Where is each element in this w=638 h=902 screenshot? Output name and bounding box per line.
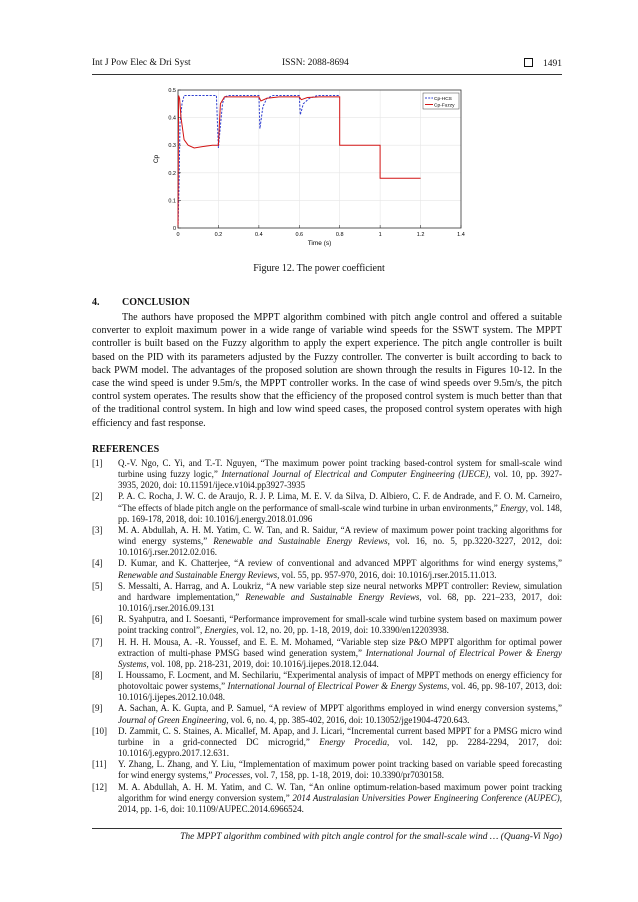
y-axis-label: Cp xyxy=(153,154,160,164)
reference-number: [2] xyxy=(92,491,103,502)
reference-text: D. Kumar, and K. Chatterjee, “A review of conventional and advanced MPPT algorithms for wind energy systems,” xyxy=(118,558,562,569)
section-heading xyxy=(92,297,190,308)
reference-details: , vol. 148, pp. 169-178, 2018, doi: 10.1016/j.energy.2018.01.096 xyxy=(118,502,562,524)
footer-rule xyxy=(92,828,562,829)
reference-text: S. Messalti, A. Harrag, and A. Loukriz, “A new variable step size neural networks MPPT controller: Review, simulation and hardware implementation,” xyxy=(118,580,562,602)
reference-details: , vol. 108, pp. 218-231, 2019, doi: 10.1016/j.ijepes.2018.12.044. xyxy=(146,658,379,669)
reference-venue: International Journal of Electrical Power & Energy Systems xyxy=(227,681,448,692)
reference-item xyxy=(92,525,562,558)
reference-details: , vol. 46, pp. 98-107, 2013, doi: 10.1016/j.ijepes.2012.10.048. xyxy=(118,681,562,703)
reference-number: [6] xyxy=(92,614,103,625)
reference-venue: 2014 Australasian Universities Power Engineering Conference (AUPEC) xyxy=(292,792,560,803)
reference-details: , vol. 68, pp. 221–233, 2017, doi: 10.1016/j.rser.2016.09.131 xyxy=(118,591,562,614)
reference-number: [9] xyxy=(92,703,103,714)
reference-venue: Renewable and Sustainable Energy Reviews xyxy=(118,569,278,580)
reference-text: M. A. Abdullah, A. H. M. Yatim, and C. W. Tan, “An online optimum-relation-based maximum power point tracking algorithm for wind energy conversion system,” xyxy=(118,781,562,803)
header-rule xyxy=(92,74,562,75)
x-axis-label: Time (s) xyxy=(307,240,332,247)
reference-number: [8] xyxy=(92,669,103,680)
reference-details: , vol. 55, pp. 957-970, 2016, doi: 10.1016/j.rser.2015.11.013. xyxy=(277,569,497,580)
x-tick-label: 1.4 xyxy=(457,232,465,238)
reference-item xyxy=(92,703,562,725)
reference-details: , 2014, pp. 1-6, doi: 10.1109/AUPEC.2014.6966524. xyxy=(118,792,563,814)
reference-details: , vol. 6, no. 4, pp. 385-402, 2016, doi: 10.13052/jge1904-4720.643. xyxy=(226,714,470,725)
reference-list xyxy=(92,458,562,815)
x-tick-label: 0.4 xyxy=(255,232,263,238)
x-tick-label: 0.6 xyxy=(295,232,304,238)
power-coefficient-chart xyxy=(150,84,470,250)
section-number: 4. xyxy=(92,297,100,308)
conclusion-paragraph: The authors have proposed the MPPT algorithm combined with pitch angle control and offered a suitable converter to exploit maximum power in a wide range of variable wind speeds for the SSWT system. The MPPT controller is built based on the Fuzzy algorithm to apply the expert experience. The pitch angle controller is built based on the PID with its parameters adjusted by the Fuzzy controller. The converter is built according to back to back PWM model. The advantages of the proposed solution are shown through the results in Figures 10-12. In the case the wind speed is under 9.5m/s, the MPPT controller works. In the case of wind speeds over 9.5m/s, the pitch control system operates. The results show that the efficiency of the proposed control system is much better than that of the traditional control system. In high and low wind speed cases, the proposed control system operates with high efficiency and fast response. xyxy=(92,312,562,429)
reference-details: , vol. 12, no. 20, pp. 1-18, 2019, doi: 10.3390/en12203938. xyxy=(236,625,449,636)
reference-details: , vol. 16, no. 5, pp.3220-3227, 2012, doi: 10.1016/j.rser.2012.02.016. xyxy=(118,536,562,558)
reference-number: [3] xyxy=(92,524,103,535)
reference-number: [7] xyxy=(92,636,103,647)
journal-name: Int J Pow Elec & Dri Syst xyxy=(92,58,191,68)
reference-venue: Energy Procedia xyxy=(319,736,387,747)
issn: ISSN: 2088-8694 xyxy=(282,58,349,68)
reference-text: Q.-V. Ngo, C. Yi, and T.-T. Nguyen, “The maximum power point tracking based-control system for small-scale wind turbine using fuzzy logic,” xyxy=(118,458,562,480)
page-number: 1491 xyxy=(543,59,562,69)
reference-number: [11] xyxy=(92,759,107,770)
y-tick-label: 0.2 xyxy=(168,170,176,177)
reference-item xyxy=(92,458,562,491)
figure-caption: Figure 12. The power coefficient xyxy=(253,263,385,274)
legend-label: Cp-HCS xyxy=(434,96,452,102)
x-tick-label: 0.8 xyxy=(335,232,344,238)
reference-venue: International Journal of Electrical and Computer Engineering (IJECE) xyxy=(221,469,489,480)
y-tick-label: 0.3 xyxy=(168,143,176,150)
reference-item xyxy=(92,670,562,703)
legend-label: Cp-Fuzzy xyxy=(434,103,455,109)
reference-item xyxy=(92,637,562,670)
reference-number: [5] xyxy=(92,580,103,591)
y-tick-label: 0.4 xyxy=(168,115,176,122)
reference-text: Y. Zhang, L. Zhang, and Y. Liu, “Implementation of maximum power point tracking based on variable speed forecasting for wind energy systems,” xyxy=(118,759,562,781)
reference-item xyxy=(92,558,562,580)
reference-venue: Journal of Green Engineering xyxy=(118,714,227,725)
reference-text: P. A. C. Rocha, J. W. C. de Araujo, R. J. P. Lima, M. E. V. da Silva, D. Albiero, C. F. de Andrade, and F. O. M. Carneiro, “The effects of blade pitch angle on the performance of small-scale wind turbine in urban environments,” xyxy=(118,491,562,513)
reference-venue: Renewable and Sustainable Energy Reviews xyxy=(245,591,420,602)
page-number-group xyxy=(524,58,562,69)
reference-item xyxy=(92,614,562,636)
page-header xyxy=(92,58,562,72)
page-footer: The MPPT algorithm combined with pitch angle control for the small-scale wind … (Quang-Vi Ngo) xyxy=(180,832,562,842)
reference-number: [10] xyxy=(92,725,107,736)
reference-item xyxy=(92,759,562,781)
references-heading: REFERENCES xyxy=(92,444,160,455)
checkbox-icon xyxy=(524,58,533,67)
reference-venue: Energy xyxy=(500,502,526,513)
reference-venue: Energies xyxy=(204,625,237,636)
reference-text: A. Sachan, A. K. Gupta, and P. Samuel, “A review of MPPT algorithms employed in wind energy conversion systems,” xyxy=(118,703,562,714)
reference-item xyxy=(92,726,562,759)
x-tick-label: 0 xyxy=(176,232,180,238)
reference-text: M. A. Abdullah, A. H. M. Yatim, C. W. Tan, and R. Saidur, “A review of maximum power point tracking algorithms for wind energy systems,” xyxy=(118,524,562,547)
chart-legend xyxy=(423,93,459,109)
y-tick-label: 0.5 xyxy=(168,88,176,94)
reference-number: [12] xyxy=(92,781,107,792)
reference-item xyxy=(92,491,562,524)
reference-details: , vol. 7, 158, pp. 1-18, 2019, doi: 10.3390/pr7030158. xyxy=(250,770,444,781)
reference-details: , vol. 10, pp. 3927-3935, 2020, doi: 10.11591/ijece.v10i4.pp3927-3935 xyxy=(118,469,562,491)
x-tick-label: 1 xyxy=(378,232,382,238)
reference-text: D. Zammit, C. S. Staines, A. Micallef, M. Apap, and J. Licari, “Incremental current based MPPT for a PMSG micro wind turbine in a grid-connected DC microgrid,” xyxy=(118,725,562,747)
x-tick-label: 0.2 xyxy=(214,232,223,238)
y-tick-label: 0.1 xyxy=(168,198,176,205)
reference-number: [1] xyxy=(92,458,103,468)
reference-text: I. Houssamo, F. Locment, and M. Sechilariu, “Experimental analysis of impact of MPPT methods on energy efficiency for photovoltaic power systems,” xyxy=(118,669,562,692)
reference-venue: Renewable and Sustainable Energy Reviews xyxy=(213,536,388,547)
section-title: CONCLUSION xyxy=(122,297,190,308)
reference-number: [4] xyxy=(92,558,103,569)
reference-venue: Processes xyxy=(214,770,251,781)
x-tick-label: 1.2 xyxy=(416,232,425,238)
reference-details: , vol. 142, pp. 2284-2294, 2017, doi: 10.1016/j.egypro.2017.12.631. xyxy=(118,736,562,759)
reference-text: H. H. H. Mousa, A. -R. Youssef, and E. E. M. Mohamed, “Variable step size P&O MPPT algorithm for optimal power extraction of multi-phase PMSG based wind generation system,” xyxy=(118,636,562,658)
reference-item xyxy=(92,581,562,614)
reference-venue: International Journal of Electrical Power & Energy Systems xyxy=(118,647,563,669)
reference-item xyxy=(92,782,562,815)
y-tick-label: 0 xyxy=(172,226,176,232)
reference-text: R. Syahputra, and I. Soesanti, “Performance improvement for small-scale wind turbine system based on maximum power point tracking control”, xyxy=(118,614,562,636)
